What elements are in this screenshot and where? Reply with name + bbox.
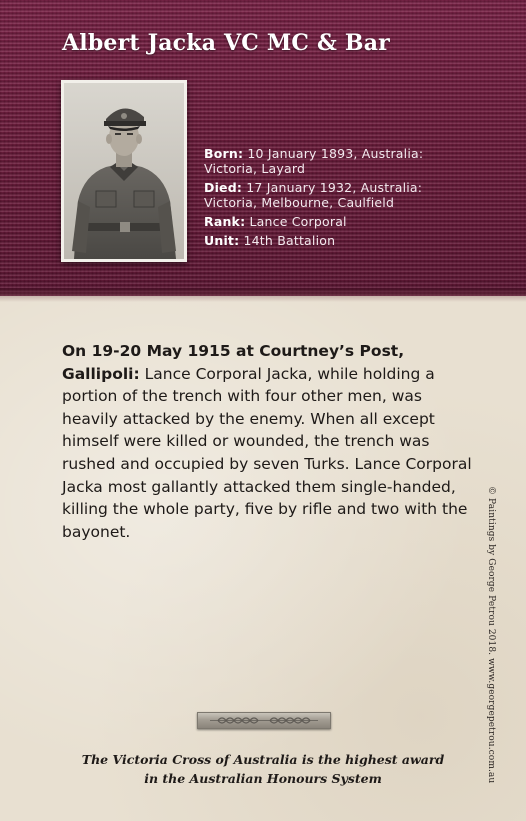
born-row <box>204 146 454 176</box>
footer-caption <box>60 750 466 788</box>
unit-row <box>204 233 454 248</box>
died-value: 17 January 1932, Australia: Victoria, Melbourne, Caulfield <box>204 180 423 210</box>
born-label: Born: <box>204 146 244 161</box>
unit-label: Unit: <box>204 233 240 248</box>
portrait-photo <box>64 83 184 259</box>
citation-body: Lance Corporal Jacka, while holding a portion of the trench with four other men, was heavily attacked by the enemy. When all except himself were killed or wounded, the trench was rushed and occupied by seven Turks. Lance Corporal Jacka most gallantly attacked them single-handed, killing the whole party, five by rifle and two with the bayonet. <box>62 364 472 541</box>
medal-ribbon-bar <box>197 712 331 729</box>
soldier-portrait <box>61 80 187 262</box>
unit-value: 14th Battalion <box>243 233 336 248</box>
died-label: Died: <box>204 180 243 195</box>
rank-label: Rank: <box>204 214 246 229</box>
born-value: 10 January 1893, Australia: Victoria, Layard <box>204 146 424 176</box>
died-row <box>204 180 454 210</box>
citation-lead: On 19-20 May 1915 at Courtney’s Post, Gallipoli: <box>62 342 405 383</box>
rank-value: Lance Corporal <box>249 214 347 229</box>
footer-line-1: The Victoria Cross of Australia is the highest award <box>81 752 445 767</box>
rank-row <box>204 214 454 229</box>
citation-text <box>62 340 472 543</box>
footer-line-2: in the Australian Honours System <box>144 771 382 786</box>
biographical-details <box>204 146 454 252</box>
laurel-emblem-icon <box>198 713 330 728</box>
card-title: Albert Jacka VC MC & Bar <box>62 30 390 56</box>
ribbon-edge-shadow <box>0 288 526 302</box>
artist-credit: © Paintings by George Petrou 2018. www.georgepetrou.com.au <box>486 486 496 784</box>
